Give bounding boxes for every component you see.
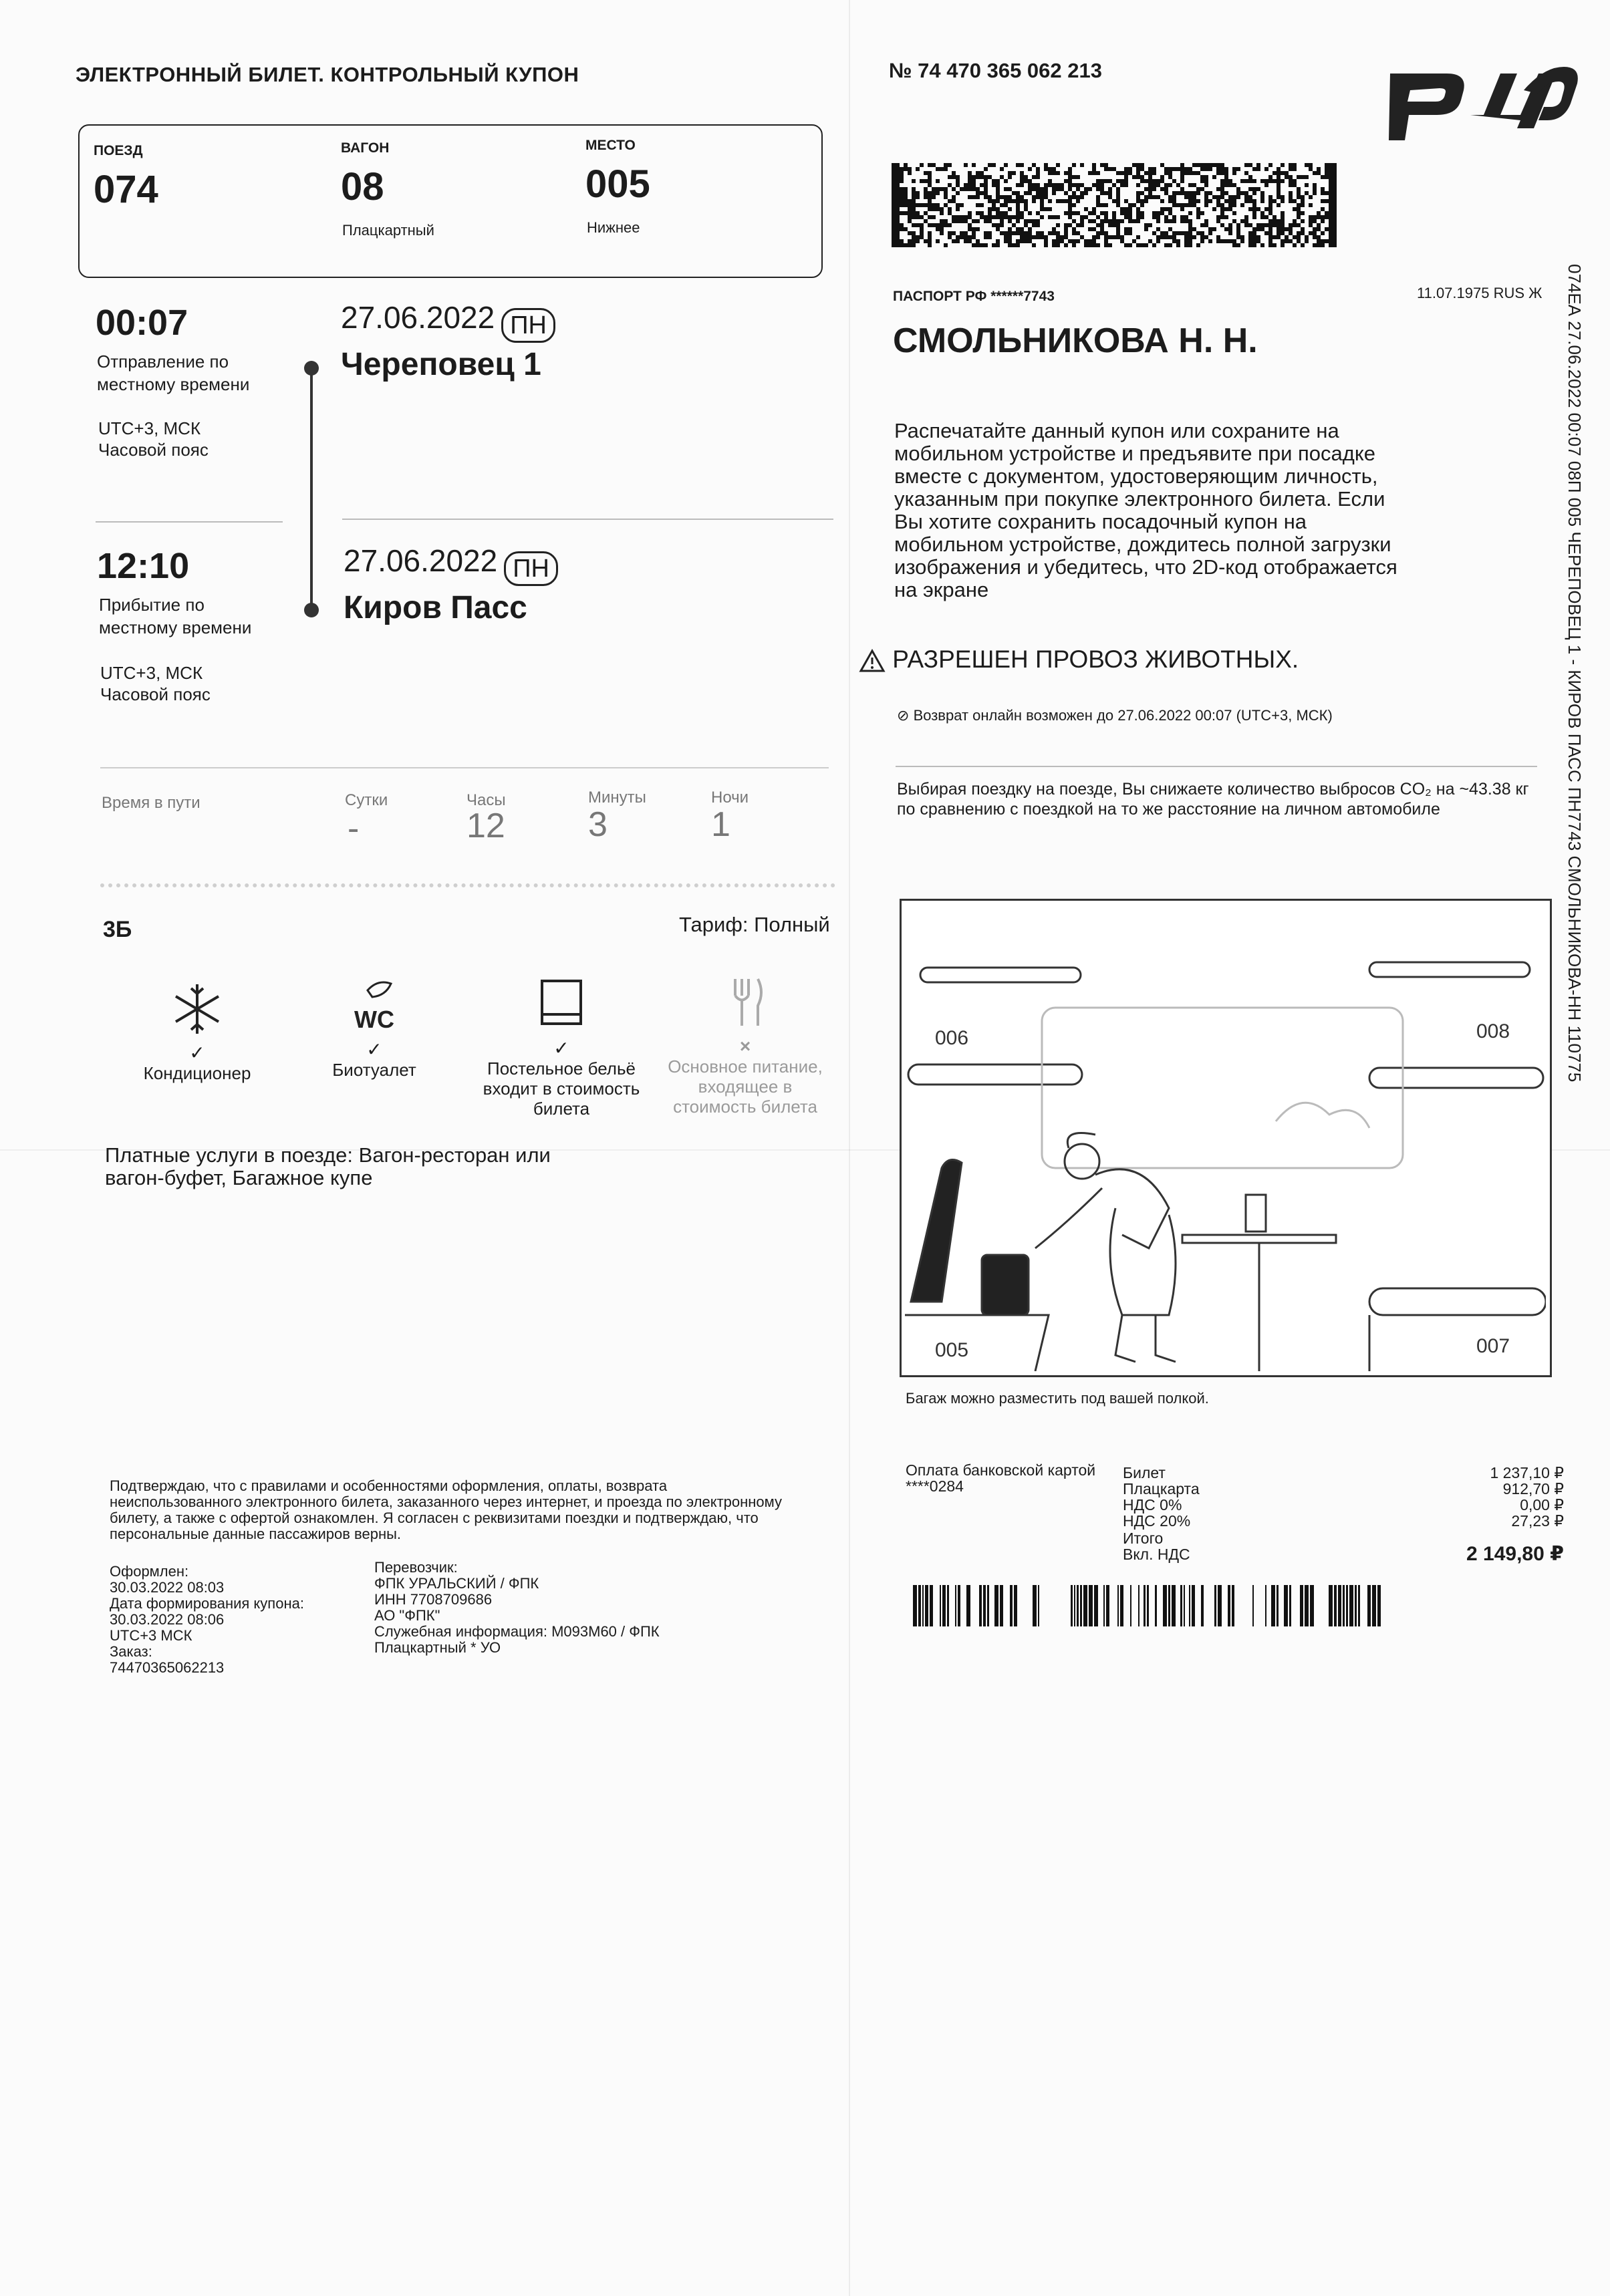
duration-hours: 12 [466,807,505,845]
confirmation-text: Подтверждаю, что с правилами и особенностями оформления, оплаты, возврата неиспользованного электронного билета, заказанного через интернет, и проезда по электронному билету, а также с офертой ознакомлен. Я согласен с реквизитами поездки и подтверждаю, что персональные данные пассажиров верны. [110,1477,783,1542]
departure-tz-label: Часовой пояс [98,440,209,460]
service-class-info: Плацкартный * УО [374,1639,501,1656]
svg-text:WC: WC [354,1006,394,1033]
issued-label: Оформлен: [110,1563,189,1580]
arrival-tz: UTC+3, МСК [100,663,203,683]
seat-label: МЕСТО [585,138,636,153]
payment-row-value: 27,23 ₽ [1511,1512,1564,1530]
divider [342,519,833,520]
card-number: ****0284 [906,1477,964,1495]
duration-hours-label: Часы [466,791,506,809]
vat-label: Вкл. НДС [1123,1546,1190,1563]
car-number: 08 [341,165,384,208]
side-text-strip [1564,264,1597,1173]
car-label: ВАГОН [341,140,390,156]
total-label: Итого [1123,1530,1164,1547]
order-label: Заказ: [110,1643,152,1660]
ticket-number: № 74 470 365 062 213 [889,59,1102,82]
payment-breakdown [1123,1464,1564,1565]
tariff: Тариф: Полный [679,913,830,936]
document-title: ЭЛЕКТРОННЫЙ БИЛЕТ. КОНТРОЛЬНЫЙ КУПОН [76,63,579,86]
order-info [110,1564,377,1676]
carrier-name: ФПК УРАЛЬСКИЙ / ФПК [374,1575,539,1592]
departure-station: Череповец 1 [341,347,541,382]
pets-notice [859,645,1299,674]
arrival-tz-label: Часовой пояс [100,684,211,704]
birth-info: 11.07.1975 RUS Ж [1417,285,1542,301]
departure-date-row [341,299,555,343]
warning-icon [859,649,886,673]
payment-row-label: НДС 20% [1123,1512,1191,1530]
service-meals [658,972,832,1117]
service-info: Служебная информация: М093М60 / ФПК [374,1623,660,1640]
duration-nights: 1 [711,805,730,844]
service-cross-mark: × [739,1036,751,1056]
payment-row-value: 0,00 ₽ [1520,1496,1564,1514]
route-end-dot [304,603,319,617]
barcode-1d [908,1585,1382,1626]
seat-005: 005 [935,1339,969,1361]
divider [100,767,829,768]
side-text: 074ЕА 27.06.2022 00:07 08П 005 ЧЕРЕПОВЕЦ 1 - КИРОВ ПАСС ПН7743 СМОЛЬНИКОВА-НН 110775 [1565,264,1585,1083]
paid-services-text: Вагон-ресторан или вагон-буфет, Багажное купе [105,1143,551,1189]
departure-time: 00:07 [96,303,188,343]
barcode-2d [892,163,1339,247]
service-bedding [471,974,652,1119]
payment-row [1123,1465,1564,1481]
payment-total-row [1123,1530,1564,1565]
arrival-weekday-badge: ПН [504,551,558,586]
rzd-logo [1383,53,1584,147]
payment-row [1123,1497,1564,1513]
service-class: 3Б [103,917,132,942]
dotted-separator [100,883,835,887]
seat-007: 007 [1476,1335,1510,1357]
payment-method [906,1462,1119,1494]
payment-row [1123,1481,1564,1497]
wc-icon [344,976,404,1036]
payment-row-value: 1 237,10 ₽ [1490,1464,1564,1481]
fold-line-vertical [849,0,850,2296]
refund-text: Возврат онлайн возможен до 27.06.2022 00:07 (UTC+3, МСК) [913,707,1333,724]
carrier-company: АО "ФПК" [374,1607,440,1624]
seat-type: Нижнее [587,219,640,236]
order-number: 74470365062213 [110,1659,225,1676]
payment-row-label: Плацкарта [1123,1480,1200,1497]
duration-days: - [348,809,360,848]
no-entry-icon: ⊘ [897,707,910,724]
refund-notice [897,707,1333,724]
route-line [310,366,313,611]
departure-tz: UTC+3, МСК [98,418,201,438]
co2-text: Выбирая поездку на поезде, Вы снижаете количество выбросов CO₂ на ~43.38 кг по сравнению с поездкой на то же расстояние на личном автомобиле [897,780,1529,819]
train-number: 074 [94,168,158,211]
service-check-mark: ✓ [553,1038,569,1058]
train-label: ПОЕЗД [94,143,143,158]
pets-text: РАЗРЕШЕН ПРОВОЗ ЖИВОТНЫХ. [892,645,1299,673]
payment-row-label: Билет [1123,1464,1166,1481]
passport-info: ПАСПОРТ РФ ******7743 [893,289,1055,304]
payment-row-value: 912,70 ₽ [1502,1480,1564,1497]
arrival-station: Киров Пасс [344,590,527,625]
carrier-label: Перевозчик: [374,1559,458,1576]
instructions-text: Распечатайте данный купон или сохраните на мобильном устройстве и предъявите при посадке вместе с документом, удостоверяющим личность, указанным при покупке электронного билета. Если Вы хотите сохранить посадочный купон на мобильном устройстве, дождитесь полной загрузки изображения и убедитесь, что 2D-код отображается на экране [894,419,1397,601]
coupon-tz: UTC+3 МСК [110,1627,192,1644]
departure-date: 27.06.2022 [341,300,495,335]
arrival-time-label: Прибытие по местному времени [99,595,252,637]
service-toilet [297,976,451,1080]
illustration-caption: Багаж можно разместить под вашей полкой. [906,1390,1209,1407]
carrier-info [374,1560,815,1656]
arrival-date: 27.06.2022 [344,543,498,578]
payment-row [1123,1513,1564,1529]
duration-minutes-label: Минуты [588,788,646,807]
paid-services-label: Платные услуги в поезде: [105,1143,354,1167]
service-label: Биотуалет [332,1060,416,1080]
service-label: Основное питание, входящее в стоимость билета [668,1056,823,1117]
coupon-date: 30.03.2022 08:06 [110,1611,225,1628]
divider [96,521,283,523]
route-start-dot [304,361,319,376]
payment-method-label: Оплата банковской картой [906,1461,1096,1479]
service-label: Постельное бельё входит в стоимость билета [483,1058,640,1119]
duration-days-label: Сутки [345,791,388,809]
issued-date: 30.03.2022 08:03 [110,1579,225,1596]
seat-number: 005 [585,162,650,206]
car-type: Плацкартный [342,222,434,239]
service-label: Кондиционер [143,1063,251,1083]
duration-minutes: 3 [588,805,608,844]
snowflake-icon [167,979,227,1039]
ticket-info-box [78,124,823,278]
cutlery-icon [715,972,775,1032]
departure-weekday-badge: ПН [501,308,555,343]
seat-008: 008 [1476,1020,1510,1042]
total-amount: 2 149,80 ₽ [1466,1543,1564,1565]
seat-006: 006 [935,1027,969,1049]
arrival-date-row [344,543,558,586]
service-check-mark: ✓ [366,1039,382,1060]
paid-services [105,1144,613,1189]
duration-nights-label: Ночи [711,788,749,807]
arrival-time: 12:10 [97,546,190,586]
coupon-date-label: Дата формирования купона: [110,1595,304,1612]
duration-label: Время в пути [102,794,200,812]
divider [896,766,1537,767]
departure-time-label: Отправление по местному времени [97,351,250,394]
carrier-inn: ИНН 7708709686 [374,1591,493,1608]
payment-row-label: НДС 0% [1123,1496,1182,1514]
passenger-name: СМОЛЬНИКОВА Н. Н. [893,321,1258,360]
luggage-illustration [900,899,1552,1377]
service-check-mark: ✓ [189,1042,205,1063]
bedding-icon [531,974,591,1034]
service-air-conditioning [120,979,274,1083]
